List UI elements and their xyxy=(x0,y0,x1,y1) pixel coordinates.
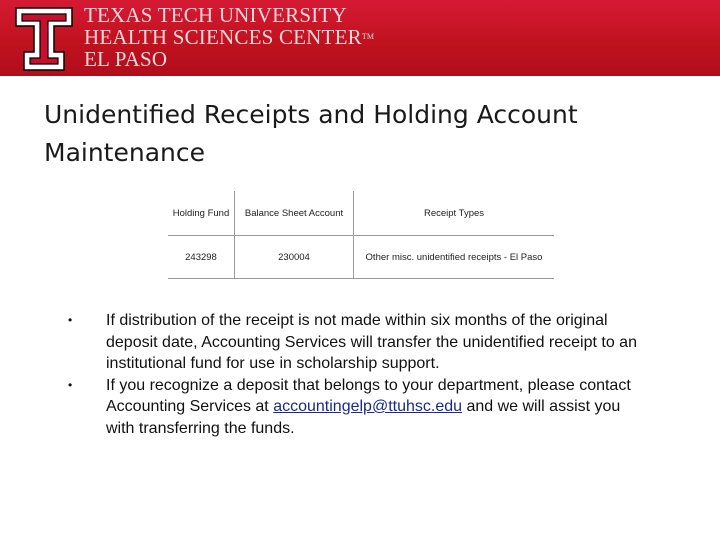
column-header-balance-sheet-account: Balance Sheet Account xyxy=(235,191,354,236)
bullet-text-start: If you recognize a deposit that belongs to your department, please contact Accounting Services at xyxy=(106,376,631,415)
institution-line-3: EL PASO xyxy=(84,47,168,71)
cell-balance-sheet-account: 230004 xyxy=(235,236,354,279)
email-link[interactable]: accountingelp@ttuhsc.edu xyxy=(273,398,463,415)
column-header-holding-fund: Holding Fund xyxy=(168,191,235,236)
bullet-text: If distribution of the receipt is not made within six months of the original deposit date, Accounting Services will transfer the unidentified receipt to an institutional fund for use in scholarship support. xyxy=(106,312,637,372)
institution-name xyxy=(84,4,374,70)
bullet-text-end: and we will assist you with transferring the funds. xyxy=(106,398,621,437)
column-header-receipt-types: Receipt Types xyxy=(354,191,555,236)
cell-receipt-type: Other misc. unidentified receipts - El Paso xyxy=(354,236,555,279)
bullet-list xyxy=(68,310,648,439)
bullet-marker: • xyxy=(68,313,73,327)
header-banner xyxy=(0,0,720,76)
institution-line-2: HEALTH SCIENCES CENTER™ xyxy=(84,25,375,49)
bullet-marker: • xyxy=(68,377,73,392)
table-header-row xyxy=(168,191,554,236)
holding-account-table xyxy=(168,191,554,279)
cell-holding-fund: 243298 xyxy=(168,236,235,279)
trademark-mark: TM xyxy=(361,32,375,41)
bullet-item xyxy=(68,375,648,440)
institution-line-1: TEXAS TECH UNIVERSITY xyxy=(84,3,347,27)
double-t-logo-icon xyxy=(14,6,74,72)
table-row xyxy=(168,236,554,279)
slide-title: Unidentified Receipts and Holding Account Maintenance xyxy=(44,100,578,167)
bullet-item xyxy=(68,310,648,375)
